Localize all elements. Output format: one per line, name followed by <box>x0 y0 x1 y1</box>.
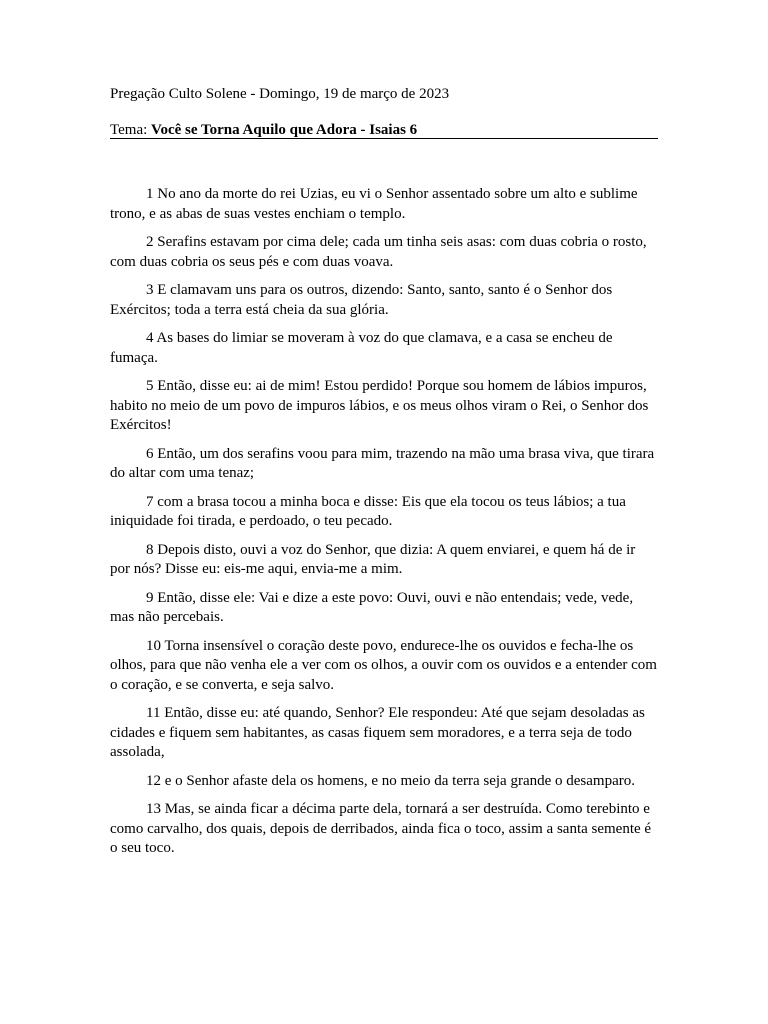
verse-1: 1 No ano da morte do rei Uzias, eu vi o Senhor assentado sobre um alto e sublime trono, e as abas de suas vestes enchiam o templo. <box>110 186 638 222</box>
verse-6: 6 Então, um dos serafins voou para mim, trazendo na mão uma brasa viva, que tirara do altar com uma tenaz; <box>110 445 655 481</box>
verse-11: 11 Então, disse eu: até quando, Senhor? Ele respondeu: Até que sejam desoladas as cidades e fiquem sem habitantes, as casas fiquem sem moradores, e a terra seja de todo assolada, <box>110 705 645 760</box>
verse-list <box>110 185 658 868</box>
verse-5: 5 Então, disse eu: ai de mim! Estou perdido! Porque sou homem de lábios impuros, habito no meio de um povo de impuros lábios, e os meus olhos viram o Rei, o Senhor dos Exércitos! <box>110 378 649 433</box>
document-header: Pregação Culto Solene - Domingo, 19 de março de 2023 <box>110 86 450 102</box>
verse-10: 10 Torna insensível o coração deste povo, endurece-lhe os ouvidos e fecha-lhe os olhos, para que não venha ele a ver com os olhos, a ouvir com os ouvidos e a entender com o coração, e se converta, e seja salvo. <box>110 637 657 693</box>
verse-7: 7 com a brasa tocou a minha boca e disse: Eis que ela tocou os teus lábios; a tua iniquidade foi tirada, e perdoado, o teu pecado. <box>110 493 626 529</box>
verse-9: 9 Então, disse ele: Vai e dize a este povo: Ouvi, ouvi e não entendais; vede, vede, mas não percebais. <box>110 589 634 625</box>
theme-label: Tema: <box>110 122 148 138</box>
theme-title: Você se Torna Aquilo que Adora - Isaias 6 <box>151 122 418 138</box>
theme-underline <box>110 138 658 139</box>
verse-4: 4 As bases do limiar se moveram à voz do que clamava, e a casa se encheu de fumaça. <box>110 330 613 366</box>
verse-8: 8 Depois disto, ouvi a voz do Senhor, que dizia: A quem enviarei, e quem há de ir por nós? Disse eu: eis-me aqui, envia-me a mim. <box>110 541 636 577</box>
verse-13: 13 Mas, se ainda ficar a décima parte dela, tornará a ser destruída. Como terebinto e como carvalho, dos quais, depois de derribados, ainda fica o toco, assim a santa semente é o seu toco. <box>110 801 652 856</box>
verse-3: 3 E clamavam uns para os outros, dizendo: Santo, santo, santo é o Senhor dos Exércitos; toda a terra está cheia da sua glória. <box>110 282 613 318</box>
verse-2: 2 Serafins estavam por cima dele; cada um tinha seis asas: com duas cobria o rosto, com duas cobria os seus pés e com duas voava. <box>110 234 647 270</box>
verse-12: 12 e o Senhor afaste dela os homens, e no meio da terra seja grande o desamparo. <box>146 772 635 789</box>
